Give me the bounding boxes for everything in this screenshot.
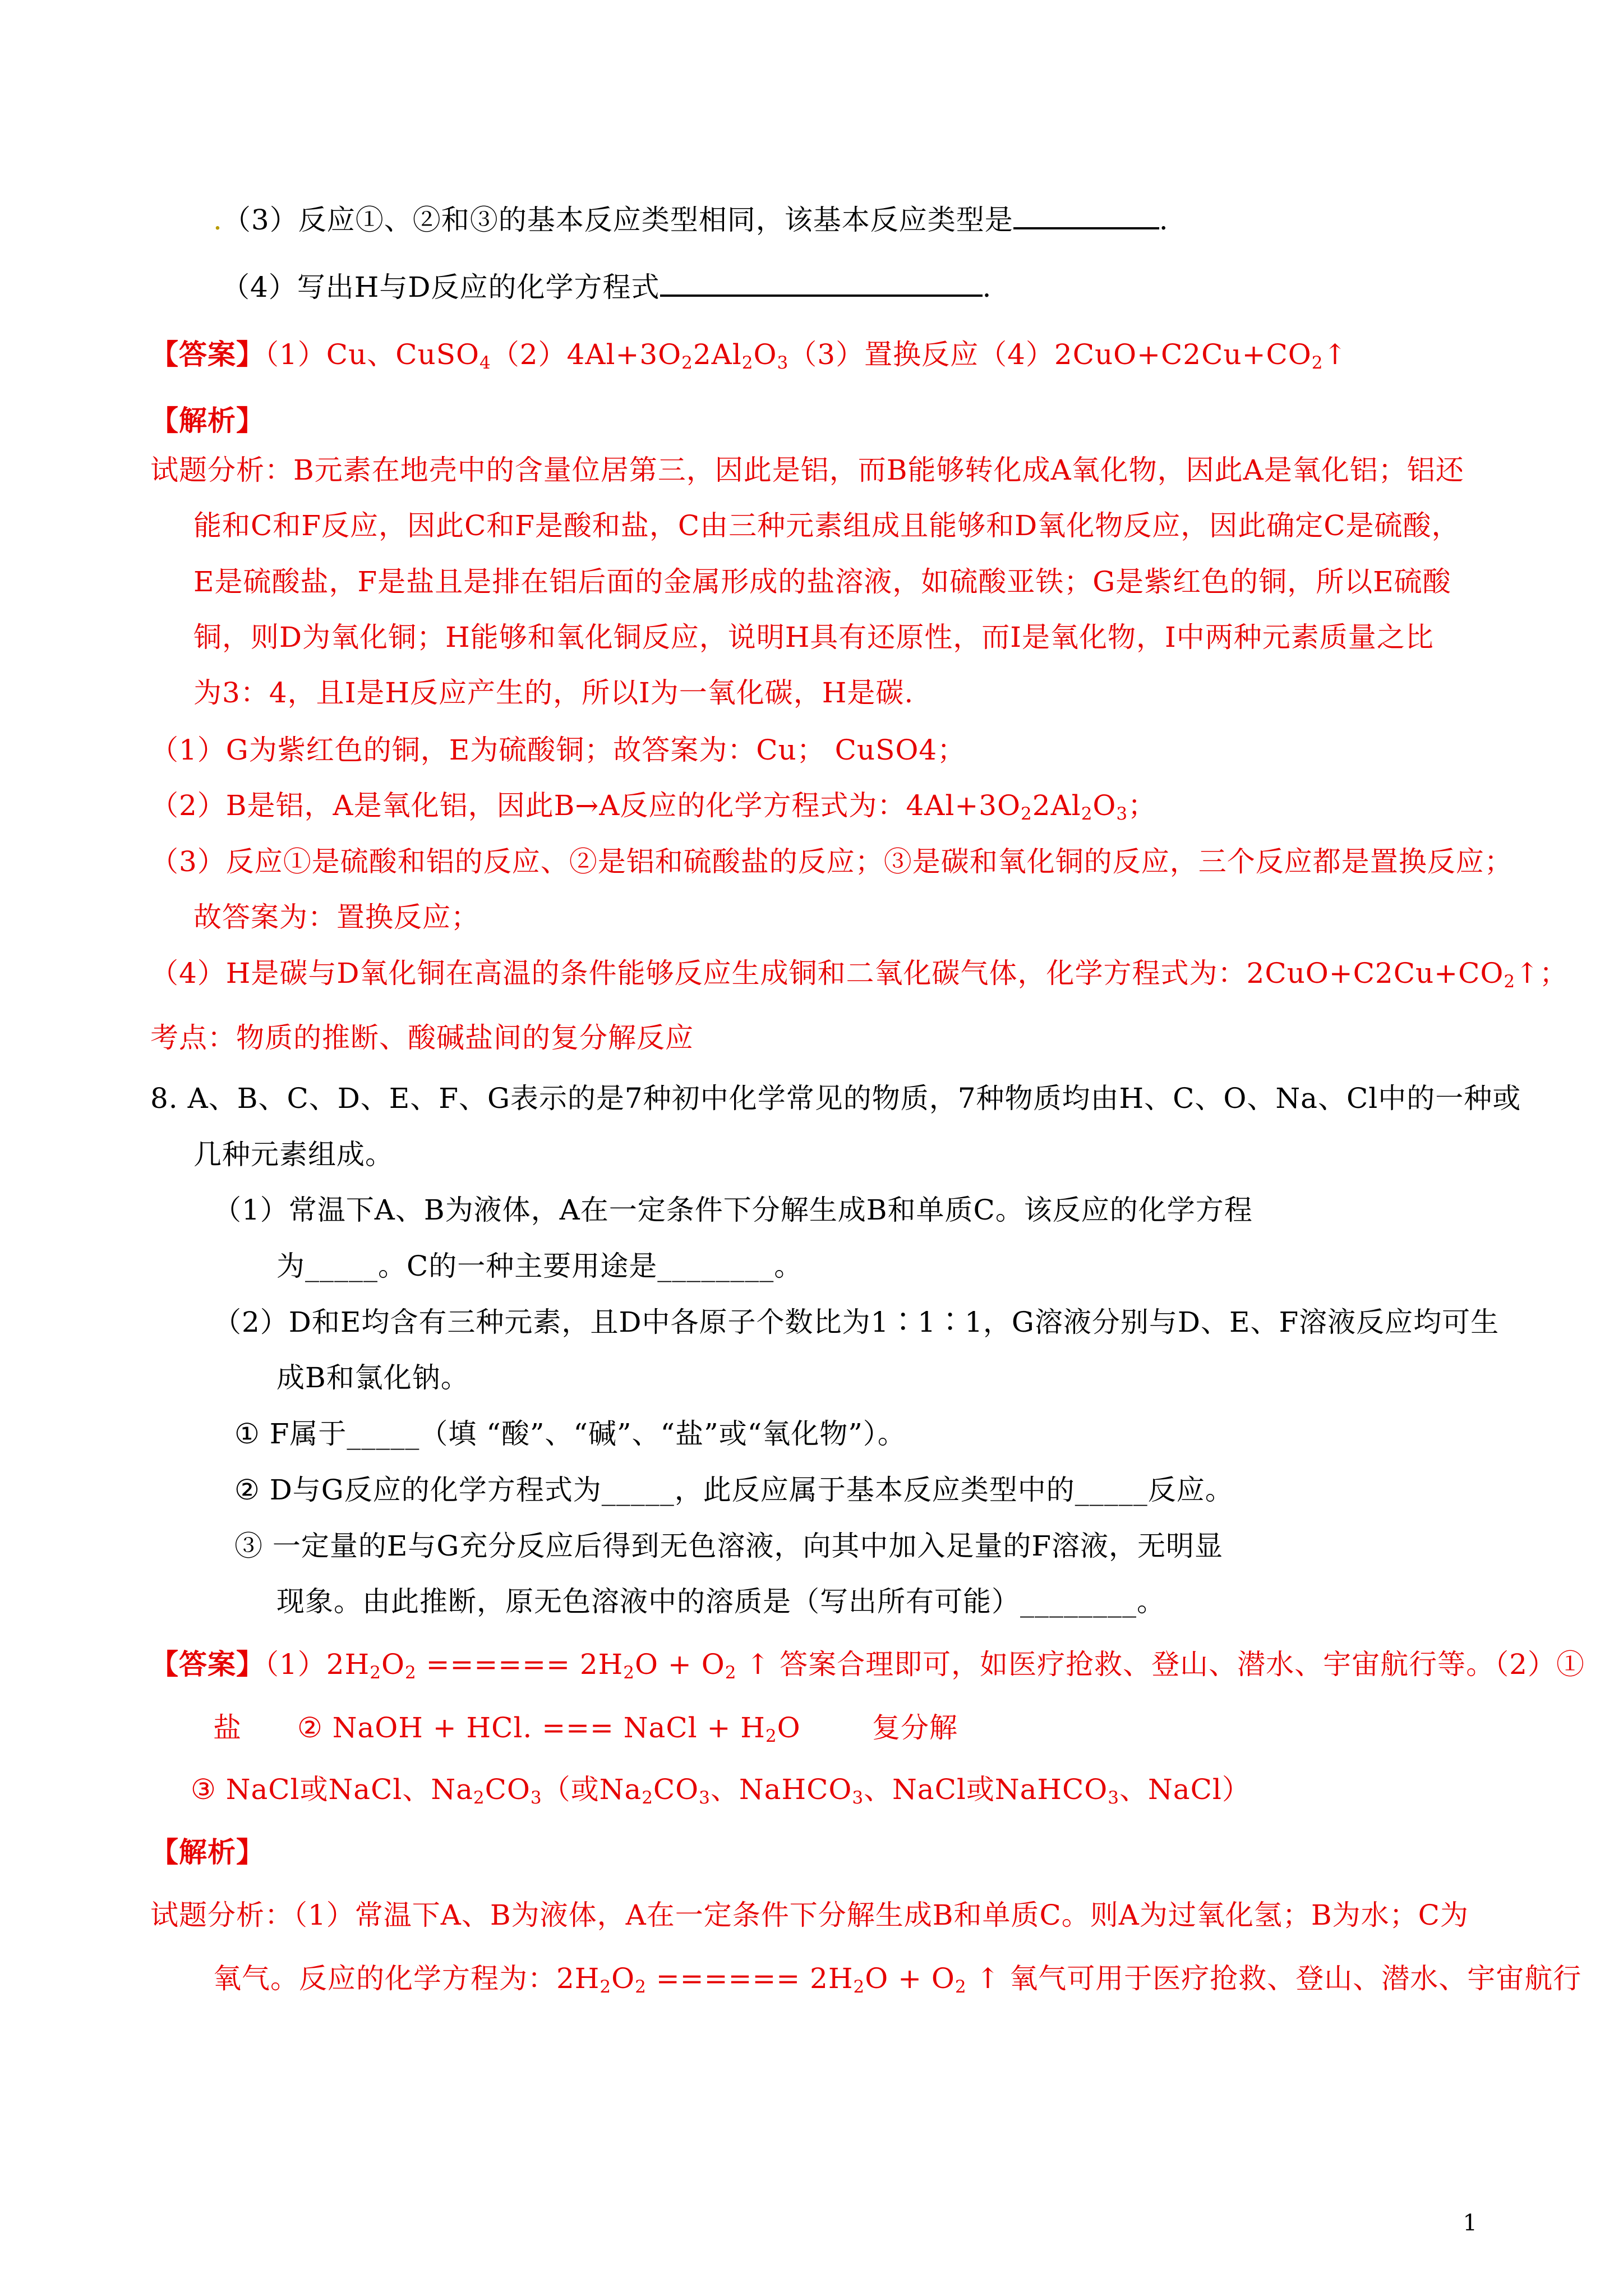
answer-7: 【答案】（1）Cu、$CuSO_4(2)4Al+3O_22Al_2O_3(3)$置换反应$(4)2CuO+C2Cu+CO_2↑$	[150, 338, 1348, 373]
analysis-7-s2: （2）B是铝，A是氧化铝，因此B→A反应的化学方程式为：$4Al+3O_22Al_2O_3$；	[150, 789, 1157, 824]
analysis-7-p3: E是硫酸盐，F是盐且是排在铝后面的金属形成的盐溶液，如硫酸亚铁；G是紫红色的铜，所以E硫酸	[193, 565, 1451, 598]
analysis-7-s1: （1）G为紫红色的铜，E为硫酸铜；故答案为：Cu； CuSO4；	[150, 734, 966, 766]
answer-8-line-2b: ② NaOH + HCl. === NaCl + $H_2O$	[297, 1711, 801, 1746]
answer-8-line-1: 【答案】$(1)2H_2O_2$ ====== $2H_2O + O_2$ ↑ 答案合理即可，如医疗抢救、登山、潜水、宇宙航行等。（2）①	[150, 1648, 1585, 1683]
analysis-7-p1: 试题分析：B元素在地壳中的含量位居第三，因此是铝，而B能够转化成A氧化物，因此A是氧化铝；铝还	[150, 454, 1464, 486]
answer-blank	[660, 272, 983, 297]
analysis-7-p2: 能和C和F反应，因此C和F是酸和盐，C由三种元素组成且能够和D氧化物反应，因此确定C是硫酸，	[193, 509, 1460, 542]
analysis-8-p2: 氧气。反应的化学方程为：$2H_2O_2$ ====== $2H_2O + O_2$ ↑ 氧气可用于医疗抢救、登山、潜水、宇宙航行	[213, 1962, 1582, 1997]
analysis-7-p4: 铜，则D为氧化铜；H能够和氧化铜反应，说明H具有还原性，而I是氧化物，I中两种元素质量之比	[193, 621, 1434, 654]
q8-line-10: 现象。由此推断，原无色溶液中的溶质是（写出所有可能）________。	[276, 1585, 1165, 1618]
analysis-7-s3: （3）反应①是硫酸和铝的反应、②是铝和硫酸盐的反应；③是碳和氧化铜的反应，三个反应都是置换反应；	[150, 845, 1513, 878]
analysis-7-tag: 【解析】	[150, 404, 265, 437]
q8-line-4: 为_____。C的一种主要用途是________。	[276, 1250, 803, 1282]
analysis-7-topic: 考点：物质的推断、酸碱盐间的复分解反应	[150, 1022, 694, 1054]
analysis-7-p5: 为3：4，且I是H反应产生的，所以I为一氧化碳，H是碳.	[193, 677, 914, 709]
answer-8-line-2c: 复分解	[872, 1711, 958, 1744]
analysis-8-tag: 【解析】	[150, 1835, 265, 1869]
q8-line-1: 8. A、B、C、D、E、F、G表示的是7种初中化学常见的物质，7种物质均由H、C、O、Na、Cl中的一种或	[150, 1082, 1521, 1115]
analysis-7-s4: （4）H是碳与D氧化铜在高温的条件能够反应生成铜和二氧化碳气体，化学方程式为：$2CuO+C2Cu+CO_2↑$；	[150, 957, 1568, 992]
q8-line-3: （1）常温下A、B为液体，A在一定条件下分解生成B和单质C。该反应的化学方程	[213, 1194, 1253, 1226]
q8-line-8: ② D与G反应的化学方程式为_____，此反应属于基本反应类型中的_____反应。	[234, 1474, 1234, 1506]
analysis-8-p1: 试题分析：（1）常温下A、B为液体，A在一定条件下分解生成B和单质C。则A为过氧化氢；B为水；C为	[150, 1899, 1469, 1931]
q7-line-3: .（3）反应①、②和③的基本反应类型相同，该基本反应类型是 .	[213, 204, 1169, 236]
analysis-7-s3b: 故答案为：置换反应；	[193, 901, 479, 933]
q7-line-4: （4）写出H与D反应的化学方程式 .	[222, 271, 992, 303]
q8-line-7: ① F属于_____（填 “酸”、“碱”、“盐”或“氧化物”）。	[234, 1418, 906, 1450]
q8-line-6: 成B和氯化钠。	[276, 1361, 469, 1394]
q8-line-5: （2）D和E均含有三种元素，且D中各原子个数比为1∶1∶1，G溶液分别与D、E、F溶液反应均可生	[213, 1306, 1500, 1338]
answer-8-line-2a: 盐	[213, 1711, 242, 1744]
q8-line-9: ③ 一定量的E与G充分反应后得到无色溶液，向其中加入足量的F溶液，无明显	[234, 1530, 1224, 1562]
answer-blank	[1013, 205, 1159, 229]
q8-line-2: 几种元素组成。	[193, 1138, 394, 1171]
page-number: 1	[1463, 2210, 1477, 2236]
stray-dot: .	[213, 204, 223, 236]
answer-8-line-3: ③ NaCl或NaCl、$Na_2CO_3$（或$Na_2CO_3$、NaHCO$_3$、NaCl或NaHCO$_3$、NaCl）	[191, 1773, 1251, 1808]
